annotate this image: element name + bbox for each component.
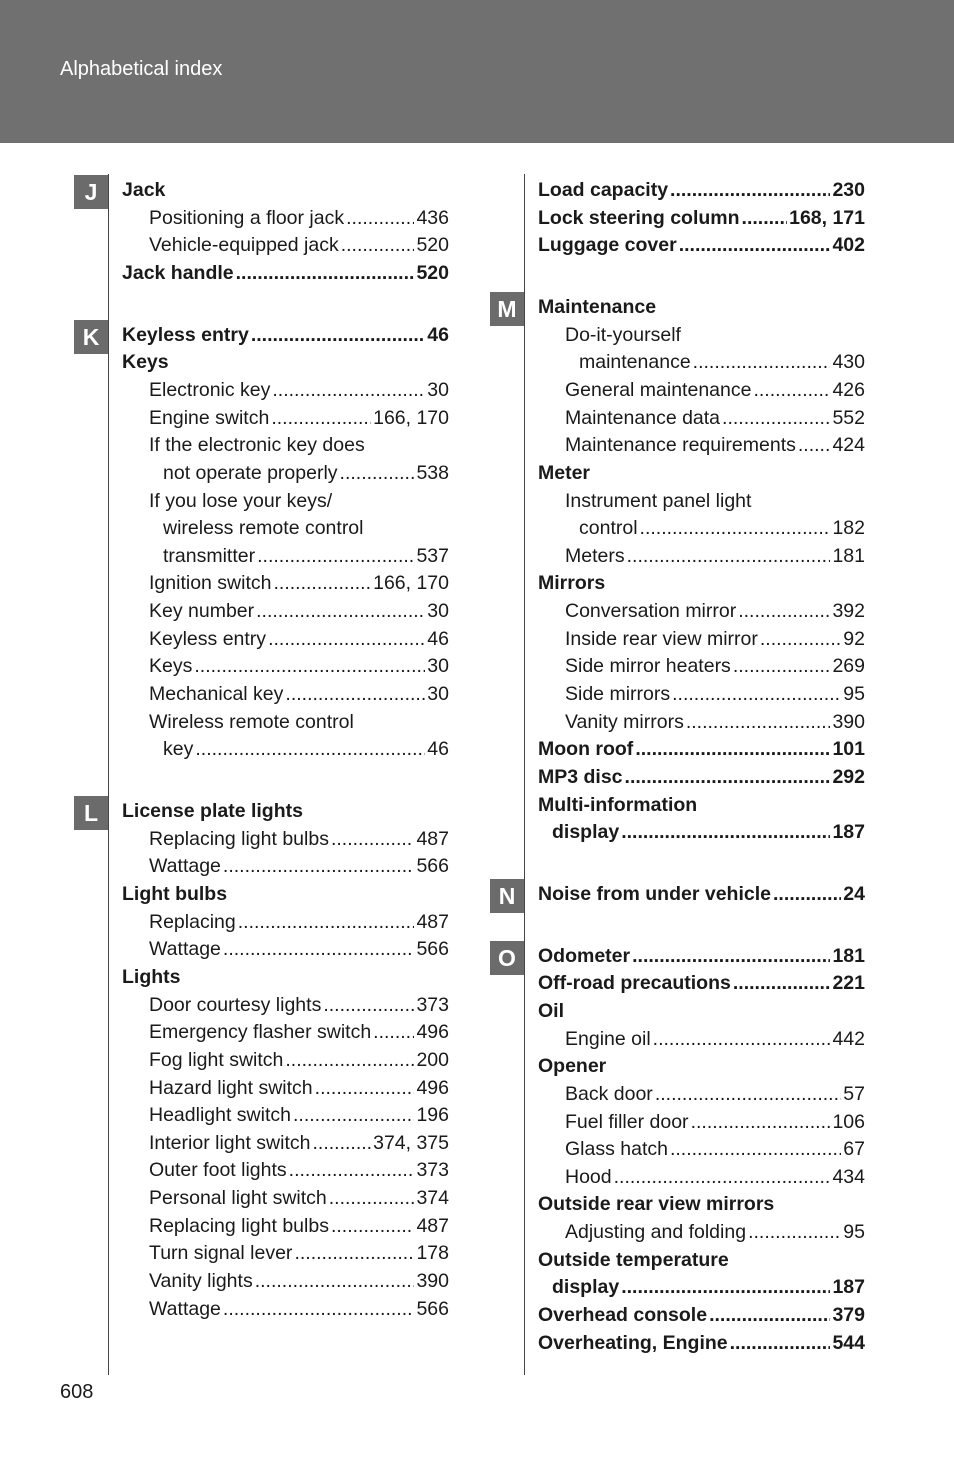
entry-page-number: 390 bbox=[416, 1270, 449, 1293]
entry-term: Side mirror heaters bbox=[565, 655, 731, 678]
entry-page-number: 30 bbox=[427, 683, 449, 706]
entry-term: Inside rear view mirror bbox=[565, 627, 758, 650]
entry-page-number: 196 bbox=[416, 1104, 449, 1127]
entry-page-number: 379 bbox=[832, 1304, 865, 1327]
entry-term: Keys bbox=[122, 351, 169, 374]
section-letter-j: J bbox=[74, 175, 108, 209]
index-entry-if-you-lose-your-keys bbox=[149, 488, 449, 515]
section-letter-n: N bbox=[490, 879, 524, 913]
entry-term: Electronic key bbox=[149, 378, 271, 401]
index-entry-if-the-electronic-key-does bbox=[149, 432, 449, 459]
section-letter-l: L bbox=[74, 796, 108, 830]
entry-term: Meters bbox=[565, 544, 625, 567]
entry-term: Replacing light bulbs bbox=[149, 1214, 329, 1237]
index-entry-ignition-switch bbox=[149, 570, 449, 597]
dot-leader bbox=[655, 1081, 841, 1108]
entry-page-number: 292 bbox=[832, 766, 865, 788]
index-entry-fuel-filler-door bbox=[565, 1109, 865, 1136]
entry-term: Jack bbox=[122, 179, 166, 201]
entry-page-number: 30 bbox=[427, 600, 449, 623]
dot-leader bbox=[672, 681, 841, 708]
dot-leader bbox=[760, 626, 841, 653]
index-entry-hazard-light-switch bbox=[149, 1075, 449, 1102]
entry-term: Outside temperature bbox=[538, 1248, 729, 1271]
entry-page-number: 67 bbox=[843, 1138, 865, 1161]
index-column-right bbox=[497, 174, 870, 1375]
dot-leader bbox=[640, 515, 831, 542]
entry-term: If the electronic key does bbox=[149, 434, 365, 457]
dot-leader bbox=[331, 826, 415, 853]
dot-leader bbox=[285, 1047, 414, 1074]
page-header bbox=[0, 0, 954, 143]
header-title: Alphabetical index bbox=[60, 58, 223, 80]
index-entry-light-bulbs bbox=[122, 881, 449, 908]
dot-leader bbox=[312, 1130, 371, 1157]
entry-term: Multi-information bbox=[538, 793, 698, 816]
entry-term: Keys bbox=[149, 655, 193, 678]
index-entry-conversation-mirror bbox=[565, 598, 865, 625]
index-entry-wireless-remote-control bbox=[149, 709, 449, 736]
index-entry-personal-light-switch bbox=[149, 1185, 449, 1212]
dot-leader bbox=[293, 1102, 414, 1129]
index-entry-electronic-key bbox=[149, 377, 449, 404]
entry-page-number: 434 bbox=[832, 1165, 865, 1188]
index-entry-do-it-yourself bbox=[565, 322, 865, 349]
entry-term: Wattage bbox=[149, 855, 221, 878]
entry-page-number: 181 bbox=[832, 944, 865, 967]
dot-leader bbox=[653, 1026, 831, 1053]
index-entry-vanity-mirrors bbox=[565, 709, 865, 736]
entry-term: display bbox=[552, 1276, 620, 1299]
entry-page-number: 181 bbox=[832, 544, 865, 567]
entry-page-number: 424 bbox=[832, 434, 865, 457]
entry-term: Light bulbs bbox=[122, 882, 228, 905]
dot-leader bbox=[273, 570, 371, 597]
entry-page-number: 101 bbox=[832, 738, 865, 761]
index-entry-lights bbox=[122, 964, 449, 991]
index-entry-display bbox=[552, 1274, 865, 1301]
dot-leader bbox=[748, 1219, 841, 1246]
dot-leader bbox=[693, 349, 831, 376]
dot-leader bbox=[331, 1213, 415, 1240]
index-entry-meter bbox=[538, 460, 865, 487]
index-entry-overheating-engine bbox=[538, 1330, 865, 1357]
index-entry-interior-light-switch bbox=[149, 1130, 449, 1157]
entry-term: Engine oil bbox=[565, 1027, 651, 1050]
entry-term: Outside rear view mirrors bbox=[538, 1193, 775, 1216]
entry-term: Engine switch bbox=[149, 406, 270, 429]
index-entry-display bbox=[552, 819, 865, 846]
entry-term: Replacing light bulbs bbox=[149, 827, 329, 850]
dot-leader bbox=[289, 1157, 415, 1184]
index-entry-wireless-remote-control bbox=[163, 515, 449, 542]
entry-page-number: 566 bbox=[416, 1297, 449, 1320]
entry-term: Off-road precautions bbox=[538, 972, 731, 995]
entry-term: Hood bbox=[565, 1165, 612, 1188]
entry-term: Load capacity bbox=[538, 179, 669, 201]
section-letter-o: O bbox=[490, 941, 524, 975]
entry-term: transmitter bbox=[163, 544, 256, 567]
entry-term: Turn signal lever bbox=[149, 1242, 293, 1265]
entry-page-number: 57 bbox=[843, 1082, 865, 1105]
dot-leader bbox=[223, 1296, 415, 1323]
index-entry-multi-information bbox=[538, 792, 865, 819]
entry-term: Opener bbox=[538, 1055, 607, 1078]
entry-page-number: 106 bbox=[832, 1110, 865, 1133]
entry-term: Conversation mirror bbox=[565, 600, 737, 623]
index-entry-keyless-entry bbox=[149, 626, 449, 653]
entry-term: key bbox=[163, 738, 194, 761]
entry-page-number: 373 bbox=[416, 1159, 449, 1182]
entry-term: Keyless entry bbox=[122, 323, 249, 346]
entry-term: Back door bbox=[565, 1082, 653, 1105]
entry-page-number: 178 bbox=[416, 1242, 449, 1265]
index-entry-side-mirrors bbox=[565, 681, 865, 708]
entry-term: Door courtesy lights bbox=[149, 993, 322, 1016]
dot-leader bbox=[272, 377, 425, 404]
index-entry-jack bbox=[122, 177, 449, 204]
dot-leader bbox=[670, 1136, 841, 1163]
index-entry-mp3-disc bbox=[538, 764, 865, 791]
index-entry-odometer bbox=[538, 943, 865, 970]
dot-leader bbox=[341, 232, 415, 259]
entry-term: not operate properly bbox=[163, 461, 338, 484]
entry-term: Maintenance bbox=[538, 295, 657, 318]
entry-term: Fog light switch bbox=[149, 1048, 284, 1071]
entry-page-number: 496 bbox=[416, 1021, 449, 1044]
entry-page-number: 46 bbox=[427, 738, 449, 761]
entry-page-number: 496 bbox=[416, 1076, 449, 1099]
dot-leader bbox=[323, 992, 414, 1019]
entry-term: control bbox=[579, 517, 638, 540]
entry-term: Moon roof bbox=[538, 738, 634, 761]
entry-page-number: 402 bbox=[832, 234, 865, 257]
entry-term: MP3 disc bbox=[538, 766, 623, 788]
index-entry-side-mirror-heaters bbox=[565, 653, 865, 680]
dot-leader bbox=[733, 653, 831, 680]
index-entry-key-number bbox=[149, 598, 449, 625]
entry-term: Maintenance data bbox=[565, 406, 721, 429]
index-entry-outside-rear-view-mirrors bbox=[538, 1191, 865, 1218]
index-column-left bbox=[82, 174, 454, 1375]
index-entry-maintenance bbox=[579, 349, 865, 376]
entry-term: Lights bbox=[122, 965, 181, 988]
entry-page-number: 46 bbox=[427, 323, 449, 346]
index-entry-wattage bbox=[149, 1296, 449, 1323]
dot-leader bbox=[315, 1075, 415, 1102]
entry-term: Positioning a floor jack bbox=[149, 206, 345, 229]
entry-page-number: 269 bbox=[832, 655, 865, 678]
index-entry-control bbox=[579, 515, 865, 542]
entry-page-number: 166, 170 bbox=[373, 572, 449, 595]
dot-leader bbox=[730, 1330, 831, 1357]
entry-page-number: 168, 171 bbox=[789, 206, 865, 229]
dot-leader bbox=[798, 432, 831, 459]
entry-term: Vanity lights bbox=[149, 1270, 253, 1293]
dot-leader bbox=[686, 709, 831, 736]
index-entry-maintenance-data bbox=[565, 405, 865, 432]
dot-leader bbox=[635, 736, 830, 763]
entry-term: Hazard light switch bbox=[149, 1076, 313, 1099]
entry-term: Vanity mirrors bbox=[565, 710, 684, 733]
entry-page-number: 187 bbox=[832, 821, 865, 844]
index-entry-meters bbox=[565, 543, 865, 570]
dot-leader bbox=[340, 460, 415, 487]
entry-page-number: 30 bbox=[427, 655, 449, 678]
index-entry-keys bbox=[149, 653, 449, 680]
index-entry-back-door bbox=[565, 1081, 865, 1108]
index-entry-engine-switch bbox=[149, 405, 449, 432]
index-entry-instrument-panel-light bbox=[565, 488, 865, 515]
index-entry-outside-temperature bbox=[538, 1247, 865, 1274]
dot-leader bbox=[625, 764, 831, 791]
index-entry-mirrors bbox=[538, 570, 865, 597]
index-entry-luggage-cover bbox=[538, 232, 865, 259]
entry-page-number: 187 bbox=[832, 1276, 865, 1299]
dot-leader bbox=[257, 543, 414, 570]
index-entry-wattage bbox=[149, 936, 449, 963]
index-entry-keys bbox=[122, 349, 449, 376]
entry-term: Jack handle bbox=[122, 261, 234, 284]
entry-page-number: 95 bbox=[843, 683, 865, 706]
dot-leader bbox=[238, 909, 415, 936]
entry-page-number: 221 bbox=[832, 972, 865, 995]
entry-term: If you lose your keys/ bbox=[149, 489, 333, 512]
entry-term: Keyless entry bbox=[149, 627, 267, 650]
entry-term: Wireless remote control bbox=[149, 710, 354, 733]
dot-leader bbox=[256, 598, 425, 625]
entry-term: Luggage cover bbox=[538, 234, 677, 257]
entry-page-number: 95 bbox=[843, 1221, 865, 1244]
page-number: 608 bbox=[60, 1381, 94, 1403]
entry-page-number: 230 bbox=[832, 179, 865, 201]
section-letter-k: K bbox=[74, 320, 108, 354]
entry-term: Odometer bbox=[538, 944, 631, 967]
entry-term: Fuel filler door bbox=[565, 1110, 689, 1133]
entry-page-number: 544 bbox=[832, 1331, 865, 1354]
index-entry-maintenance bbox=[538, 294, 865, 321]
index-entry-emergency-flasher-switch bbox=[149, 1019, 449, 1046]
entry-term: maintenance bbox=[579, 351, 691, 374]
entry-term: Do-it-yourself bbox=[565, 323, 681, 346]
entry-page-number: 520 bbox=[416, 234, 449, 257]
dot-leader bbox=[670, 177, 830, 204]
dot-leader bbox=[753, 377, 830, 404]
entry-term: Maintenance requirements bbox=[565, 434, 796, 457]
index-entry-replacing bbox=[149, 909, 449, 936]
entry-page-number: 200 bbox=[416, 1048, 449, 1071]
dot-leader bbox=[632, 943, 830, 970]
entry-term: Headlight switch bbox=[149, 1104, 291, 1127]
index-entry-outer-foot-lights bbox=[149, 1157, 449, 1184]
entry-page-number: 566 bbox=[416, 855, 449, 878]
entry-term: General maintenance bbox=[565, 378, 752, 401]
index-entry-hood bbox=[565, 1164, 865, 1191]
dot-leader bbox=[223, 853, 415, 880]
entry-term: Side mirrors bbox=[565, 683, 671, 706]
entry-term: Meter bbox=[538, 461, 591, 484]
entry-page-number: 487 bbox=[416, 910, 449, 933]
entry-term: Replacing bbox=[149, 910, 236, 933]
entry-term: Wattage bbox=[149, 1297, 221, 1320]
entry-page-number: 373 bbox=[416, 993, 449, 1016]
entry-term: Lock steering column bbox=[538, 206, 740, 229]
entry-term: Noise from under vehicle bbox=[538, 882, 771, 905]
index-entry-general-maintenance bbox=[565, 377, 865, 404]
entry-page-number: 30 bbox=[427, 378, 449, 401]
entry-term: Adjusting and folding bbox=[565, 1221, 747, 1244]
index-entry-noise-from-under-vehicle bbox=[538, 881, 865, 908]
entry-term: Outer foot lights bbox=[149, 1159, 287, 1182]
entry-page-number: 552 bbox=[832, 406, 865, 429]
entry-page-number: 520 bbox=[416, 261, 449, 284]
entry-term: Mirrors bbox=[538, 572, 606, 595]
index-entry-transmitter bbox=[163, 543, 449, 570]
dot-leader bbox=[271, 405, 371, 432]
entry-page-number: 24 bbox=[843, 882, 865, 905]
entry-term: Key number bbox=[149, 600, 255, 623]
index-entry-fog-light-switch bbox=[149, 1047, 449, 1074]
dot-leader bbox=[773, 881, 841, 908]
entry-term: display bbox=[552, 821, 620, 844]
index-entry-replacing-light-bulbs bbox=[149, 826, 449, 853]
entry-page-number: 182 bbox=[832, 517, 865, 540]
entry-term: Glass hatch bbox=[565, 1138, 668, 1161]
dot-leader bbox=[285, 681, 425, 708]
dot-leader bbox=[722, 405, 830, 432]
dot-leader bbox=[236, 260, 415, 287]
entry-page-number: 538 bbox=[416, 461, 449, 484]
index-entry-engine-oil bbox=[565, 1026, 865, 1053]
entry-page-number: 487 bbox=[416, 827, 449, 850]
entry-term: Ignition switch bbox=[149, 572, 272, 595]
dot-leader bbox=[621, 819, 830, 846]
section-letter-m: M bbox=[490, 292, 524, 326]
entry-term: Vehicle-equipped jack bbox=[149, 234, 339, 257]
entry-page-number: 374, 375 bbox=[373, 1131, 449, 1154]
index-entry-moon-roof bbox=[538, 736, 865, 763]
entry-term: License plate lights bbox=[122, 800, 303, 822]
entry-page-number: 442 bbox=[832, 1027, 865, 1050]
index-entry-replacing-light-bulbs bbox=[149, 1213, 449, 1240]
dot-leader bbox=[329, 1185, 415, 1212]
dot-leader bbox=[742, 205, 788, 232]
entry-page-number: 390 bbox=[832, 710, 865, 733]
index-entry-glass-hatch bbox=[565, 1136, 865, 1163]
index-entry-wattage bbox=[149, 853, 449, 880]
index-entry-load-capacity bbox=[538, 177, 865, 204]
entry-term: Emergency flasher switch bbox=[149, 1021, 372, 1044]
index-entry-inside-rear-view-mirror bbox=[565, 626, 865, 653]
entry-term: Oil bbox=[538, 999, 565, 1022]
entry-page-number: 436 bbox=[416, 206, 449, 229]
index-entry-overhead-console bbox=[538, 1302, 865, 1329]
entry-page-number: 426 bbox=[832, 378, 865, 401]
index-entry-keyless-entry bbox=[122, 322, 449, 349]
index-entry-headlight-switch bbox=[149, 1102, 449, 1129]
dot-leader bbox=[373, 1019, 414, 1046]
index-entry-not-operate-properly bbox=[163, 460, 449, 487]
index-entry-vehicle-equipped-jack bbox=[149, 232, 449, 259]
entry-page-number: 374 bbox=[416, 1187, 449, 1210]
index-entry-opener bbox=[538, 1053, 865, 1080]
entry-term: Overhead console bbox=[538, 1304, 708, 1327]
index-entry-turn-signal-lever bbox=[149, 1240, 449, 1267]
dot-leader bbox=[679, 232, 831, 259]
dot-leader bbox=[268, 626, 425, 653]
entry-page-number: 166, 170 bbox=[373, 406, 449, 429]
entry-term: Overheating, Engine bbox=[538, 1331, 728, 1354]
index-entry-vanity-lights bbox=[149, 1268, 449, 1295]
dot-leader bbox=[733, 970, 831, 997]
index-entry-positioning-a-floor-jack bbox=[149, 205, 449, 232]
dot-leader bbox=[738, 598, 830, 625]
dot-leader bbox=[691, 1109, 831, 1136]
dot-leader bbox=[223, 936, 415, 963]
entry-page-number: 487 bbox=[416, 1214, 449, 1237]
entry-page-number: 392 bbox=[832, 600, 865, 623]
dot-leader bbox=[621, 1274, 830, 1301]
entry-page-number: 92 bbox=[843, 627, 865, 650]
index-entry-jack-handle bbox=[122, 260, 449, 287]
index-entry-lock-steering-column bbox=[538, 205, 865, 232]
dot-leader bbox=[255, 1268, 415, 1295]
entry-page-number: 537 bbox=[416, 544, 449, 567]
entry-term: Interior light switch bbox=[149, 1131, 311, 1154]
dot-leader bbox=[627, 543, 831, 570]
index-entry-key bbox=[163, 736, 449, 763]
dot-leader bbox=[195, 736, 425, 763]
index-entry-off-road-precautions bbox=[538, 970, 865, 997]
index-entry-door-courtesy-lights bbox=[149, 992, 449, 1019]
dot-leader bbox=[294, 1240, 414, 1267]
dot-leader bbox=[251, 322, 425, 349]
entry-term: wireless remote control bbox=[163, 517, 364, 540]
index-entry-adjusting-and-folding bbox=[565, 1219, 865, 1246]
dot-leader bbox=[346, 205, 414, 232]
dot-leader bbox=[709, 1302, 830, 1329]
entry-term: Wattage bbox=[149, 938, 221, 961]
dot-leader bbox=[614, 1164, 831, 1191]
index-entry-oil bbox=[538, 998, 865, 1025]
entry-page-number: 46 bbox=[427, 627, 449, 650]
entry-term: Personal light switch bbox=[149, 1187, 327, 1210]
index-entry-license-plate-lights bbox=[122, 798, 449, 825]
entry-term: Mechanical key bbox=[149, 683, 284, 706]
entry-page-number: 566 bbox=[416, 938, 449, 961]
index-entry-mechanical-key bbox=[149, 681, 449, 708]
entry-page-number: 430 bbox=[832, 351, 865, 374]
dot-leader bbox=[194, 653, 425, 680]
entry-term: Instrument panel light bbox=[565, 489, 752, 512]
index-entry-maintenance-requirements bbox=[565, 432, 865, 459]
